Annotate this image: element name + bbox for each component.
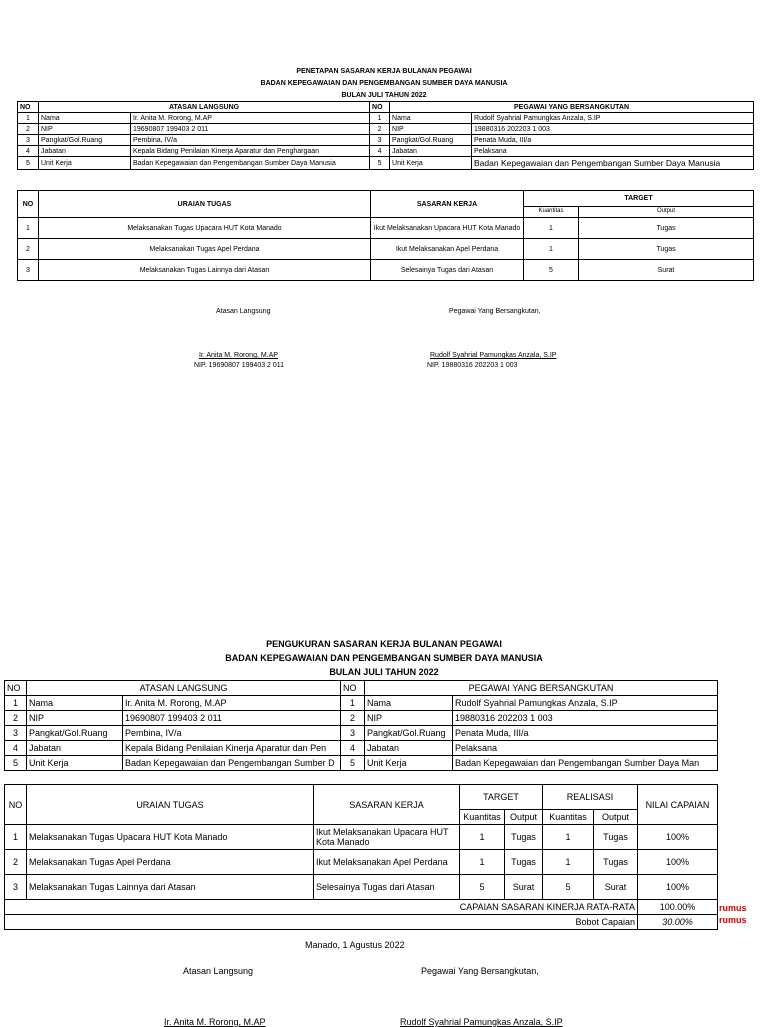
row-no: 2 [18, 124, 39, 135]
task-uraian: Melaksanakan Tugas Lainnya dari Atasan [39, 260, 371, 281]
row-atasan-value: Kepala Bidang Penilaian Kinerja Aparatur dan Pen [123, 741, 341, 756]
doc2-title-line-2: BADAN KEPEGAWAIAN DAN PENGEMBANGAN SUMBER DAYA MANUSIA [225, 653, 543, 663]
task-target-output: Tugas [505, 850, 543, 875]
row-label: Pangkat/Gol.Ruang [27, 726, 123, 741]
doc1-title-line-1: PENETAPAN SASARAN KERJA BULANAN PEGAWAI [296, 68, 472, 75]
doc1-kuantitas-header: Kuantitas [524, 206, 579, 217]
doc1-target-header: TARGET [524, 191, 754, 207]
row-atasan-value: Pembina, IV/a [131, 135, 370, 146]
doc1-task-row [18, 239, 754, 260]
row-label: NIP [27, 711, 123, 726]
row-no-2: 2 [370, 124, 390, 135]
task-output: Tugas [579, 218, 754, 239]
row-atasan-value: Kepala Bidang Penilaian Kinerja Aparatur dan Penghargaan [131, 146, 370, 157]
row-pegawai-value: Badan Kepegawaian dan Pengembangan Sumber Daya Man [453, 756, 718, 771]
row-no-2: 5 [370, 157, 390, 170]
row-no-2: 1 [370, 113, 390, 124]
task-kuantitas: 1 [524, 239, 579, 260]
task-target-output: Tugas [505, 825, 543, 850]
task-no: 1 [18, 218, 39, 239]
task-uraian: Melaksanakan Tugas Upacara HUT Kota Manado [27, 825, 314, 850]
doc1-identity-row [18, 157, 754, 170]
doc1-atasan-header: ATASAN LANGSUNG [39, 102, 370, 113]
row-label: Unit Kerja [27, 756, 123, 771]
task-realisasi-output: Tugas [594, 850, 638, 875]
task-no: 2 [5, 850, 27, 875]
task-target-output: Surat [505, 875, 543, 900]
doc1-task-table [17, 190, 754, 281]
task-kuantitas: 1 [524, 218, 579, 239]
doc1-task-no-header: NO [18, 191, 39, 218]
row-label: Nama [27, 696, 123, 711]
doc1-task-row [18, 260, 754, 281]
row-no-2: 3 [341, 726, 365, 741]
task-no: 1 [5, 825, 27, 850]
task-nilai: 100% [638, 850, 718, 875]
row-no: 4 [18, 146, 39, 157]
doc2-id-no-header: NO [5, 681, 27, 696]
doc2-realisasi-output-header: Output [594, 810, 638, 825]
doc2-title [0, 637, 768, 679]
doc2-nilai-header: NILAI CAPAIAN [638, 785, 718, 825]
doc2-identity-row [5, 711, 718, 726]
doc1-task-header [18, 191, 754, 207]
task-target-kuantitas: 1 [460, 850, 505, 875]
doc1-id-no-header: NO [18, 102, 39, 113]
row-atasan-value: Pembina, IV/a [123, 726, 341, 741]
doc2-target-header: TARGET [460, 785, 543, 810]
row-label: Nama [39, 113, 131, 124]
doc2-identity-header [5, 681, 718, 696]
row-no: 5 [5, 756, 27, 771]
doc1-title-line-2: BADAN KEPEGAWAIAN DAN PENGEMBANGAN SUMBER DAYA MANUSIA [260, 80, 508, 87]
doc1-uraian-header: URAIAN TUGAS [39, 191, 371, 218]
capaian-note: rumus [719, 903, 747, 913]
task-sasaran: Ikut Melaksanakan Apel Perdana [371, 239, 524, 260]
doc2-atasan-header: ATASAN LANGSUNG [27, 681, 341, 696]
bobot-label: Bobot Capaian [5, 915, 638, 930]
row-no-2: 4 [341, 741, 365, 756]
row-atasan-value: Badan Kepegawaian dan Pengembangan Sumber Daya Manusia [131, 157, 370, 170]
task-target-kuantitas: 1 [460, 825, 505, 850]
doc2-uraian-header: URAIAN TUGAS [27, 785, 314, 825]
doc2-sasaran-header: SASARAN KERJA [314, 785, 460, 825]
doc2-id-no-header-2: NO [341, 681, 365, 696]
doc1-identity-header [18, 102, 754, 113]
row-label-2: Pangkat/Gol.Ruang [390, 135, 472, 146]
row-label-2: Pangkat/Gol.Ruang [365, 726, 453, 741]
doc1-identity-row [18, 135, 754, 146]
row-no: 3 [5, 726, 27, 741]
doc2-realisasi-kuantitas-header: Kuantitas [543, 810, 594, 825]
task-output: Tugas [579, 239, 754, 260]
row-pegawai-value: Pelaksana [453, 741, 718, 756]
doc1-title [0, 66, 768, 102]
task-nilai: 100% [638, 825, 718, 850]
doc2-identity-row [5, 741, 718, 756]
row-pegawai-value: Rudolf Syahrial Pamungkas Anzala, S.IP [453, 696, 718, 711]
doc1-identity-row [18, 124, 754, 135]
row-label-2: NIP [390, 124, 472, 135]
doc1-sasaran-header: SASARAN KERJA [371, 191, 524, 218]
row-label-2: Jabatan [365, 741, 453, 756]
doc1-right-sign-nip: NIP. 19880316 202203 1 003 [427, 362, 518, 369]
task-no: 3 [18, 260, 39, 281]
doc1-identity-table [17, 101, 754, 170]
row-label: Pangkat/Gol.Ruang [39, 135, 131, 146]
task-uraian: Melaksanakan Tugas Upacara HUT Kota Manado [39, 218, 371, 239]
bobot-value: 30.00% [638, 915, 718, 930]
row-no: 1 [5, 696, 27, 711]
doc2-identity-row [5, 756, 718, 771]
row-pegawai-value: Pelaksana [472, 146, 754, 157]
doc2-title-line-3: BULAN JULI TAHUN 2022 [329, 667, 439, 677]
row-pegawai-value: Penata Muda, III/a [453, 726, 718, 741]
doc1-left-sign-name: Ir. Anita M. Rorong, M.AP [199, 352, 278, 359]
row-no-2: 2 [341, 711, 365, 726]
row-pegawai-value: Rudolf Syahrial Pamungkas Anzala, S.IP [472, 113, 754, 124]
row-no: 4 [5, 741, 27, 756]
doc1-left-sign-nip: NIP. 19690807 199403 2 011 [194, 362, 285, 369]
task-uraian: Melaksanakan Tugas Apel Perdana [39, 239, 371, 260]
doc2-bobot-row [5, 915, 718, 930]
bobot-note: rumus [719, 915, 747, 925]
doc1-right-sign-name: Rudolf Syahrial Pamungkas Anzala, S.IP [430, 352, 557, 359]
doc1-pegawai-header: PEGAWAI YANG BERSANGKUTAN [390, 102, 754, 113]
row-no: 3 [18, 135, 39, 146]
doc2-left-sign-name: Ir. Anita M. Rorong, M.AP [164, 1017, 266, 1027]
doc1-title-line-3: BULAN JULI TAHUN 2022 [341, 92, 427, 99]
row-atasan-value: Ir. Anita M. Rorong, M.AP [123, 696, 341, 711]
doc2-target-kuantitas-header: Kuantitas [460, 810, 505, 825]
doc1-right-sign-title: Pegawai Yang Bersangkutan, [449, 308, 541, 315]
row-atasan-value: 19690807 199403 2 011 [131, 124, 370, 135]
row-no-2: 3 [370, 135, 390, 146]
doc1-left-sign-title: Atasan Langsung [216, 308, 271, 315]
doc1-identity-row [18, 113, 754, 124]
task-realisasi-kuantitas: 1 [543, 825, 594, 850]
row-label-2: Nama [390, 113, 472, 124]
row-no-2: 5 [341, 756, 365, 771]
row-label: Jabatan [27, 741, 123, 756]
doc2-identity-table [4, 680, 718, 771]
task-realisasi-output: Tugas [594, 825, 638, 850]
doc2-pegawai-header: PEGAWAI YANG BERSANGKUTAN [365, 681, 718, 696]
row-label: Jabatan [39, 146, 131, 157]
task-sasaran: Ikut Melaksanakan Upacara HUT Kota Manado [314, 825, 460, 850]
doc1-task-row [18, 218, 754, 239]
row-pegawai-value: Penata Muda, III/a [472, 135, 754, 146]
doc2-capaian-row [5, 900, 718, 915]
capaian-value: 100.00% [638, 900, 718, 915]
row-pegawai-value: 19880316 202203 1 003 [472, 124, 754, 135]
row-pegawai-value: Badan Kepegawaian dan Pengembangan Sumber Daya Manusia [472, 157, 754, 170]
row-no: 2 [5, 711, 27, 726]
row-no: 5 [18, 157, 39, 170]
doc2-identity-row [5, 696, 718, 711]
doc2-realisasi-header: REALISASI [543, 785, 638, 810]
doc2-task-header [5, 785, 718, 810]
row-label: NIP [39, 124, 131, 135]
capaian-label: CAPAIAN SASARAN KINERJA RATA-RATA [5, 900, 638, 915]
doc2-identity-row [5, 726, 718, 741]
task-output: Surat [579, 260, 754, 281]
row-label-2: Jabatan [390, 146, 472, 157]
task-no: 3 [5, 875, 27, 900]
row-label-2: Unit Kerja [390, 157, 472, 170]
task-sasaran: Ikut Melaksanakan Apel Perdana [314, 850, 460, 875]
doc2-task-row [5, 825, 718, 850]
task-realisasi-output: Surat [594, 875, 638, 900]
task-realisasi-kuantitas: 1 [543, 850, 594, 875]
doc1-output-header: Output [579, 206, 754, 217]
row-no-2: 4 [370, 146, 390, 157]
task-kuantitas: 5 [524, 260, 579, 281]
row-label-2: NIP [365, 711, 453, 726]
task-target-kuantitas: 5 [460, 875, 505, 900]
doc2-right-sign-title: Pegawai Yang Bersangkutan, [421, 966, 539, 976]
row-label-2: Nama [365, 696, 453, 711]
row-no-2: 1 [341, 696, 365, 711]
doc1-id-no-header-2: NO [370, 102, 390, 113]
row-pegawai-value: 19880316 202203 1 003 [453, 711, 718, 726]
doc2-right-sign-name: Rudolf Syahrial Pamungkas Anzala, S.IP [400, 1017, 563, 1027]
doc2-date: Manado, 1 Agustus 2022 [305, 940, 405, 950]
row-no: 1 [18, 113, 39, 124]
task-realisasi-kuantitas: 5 [543, 875, 594, 900]
doc2-target-output-header: Output [505, 810, 543, 825]
row-label-2: Unit Kerja [365, 756, 453, 771]
task-uraian: Melaksanakan Tugas Apel Perdana [27, 850, 314, 875]
task-sasaran: Selesainya Tugas dari Atasan [314, 875, 460, 900]
row-atasan-value: 19690807 199403 2 011 [123, 711, 341, 726]
row-label: Unit Kerja [39, 157, 131, 170]
doc1-identity-row [18, 146, 754, 157]
doc2-task-table [4, 784, 718, 930]
row-atasan-value: Ir. Anita M. Rorong, M.AP [131, 113, 370, 124]
task-sasaran: Selesainya Tugas dari Atasan [371, 260, 524, 281]
doc2-title-line-1: PENGUKURAN SASARAN KERJA BULANAN PEGAWAI [266, 639, 502, 649]
task-sasaran: Ikut Melaksanakan Upacara HUT Kota Manado [371, 218, 524, 239]
row-atasan-value: Badan Kepegawaian dan Pengembangan Sumber D [123, 756, 341, 771]
task-no: 2 [18, 239, 39, 260]
task-uraian: Melaksanakan Tugas Lainnya dari Atasan [27, 875, 314, 900]
doc2-task-row [5, 850, 718, 875]
task-nilai: 100% [638, 875, 718, 900]
doc2-task-row [5, 875, 718, 900]
doc2-left-sign-title: Atasan Langsung [183, 966, 254, 976]
doc2-task-no-header: NO [5, 785, 27, 825]
